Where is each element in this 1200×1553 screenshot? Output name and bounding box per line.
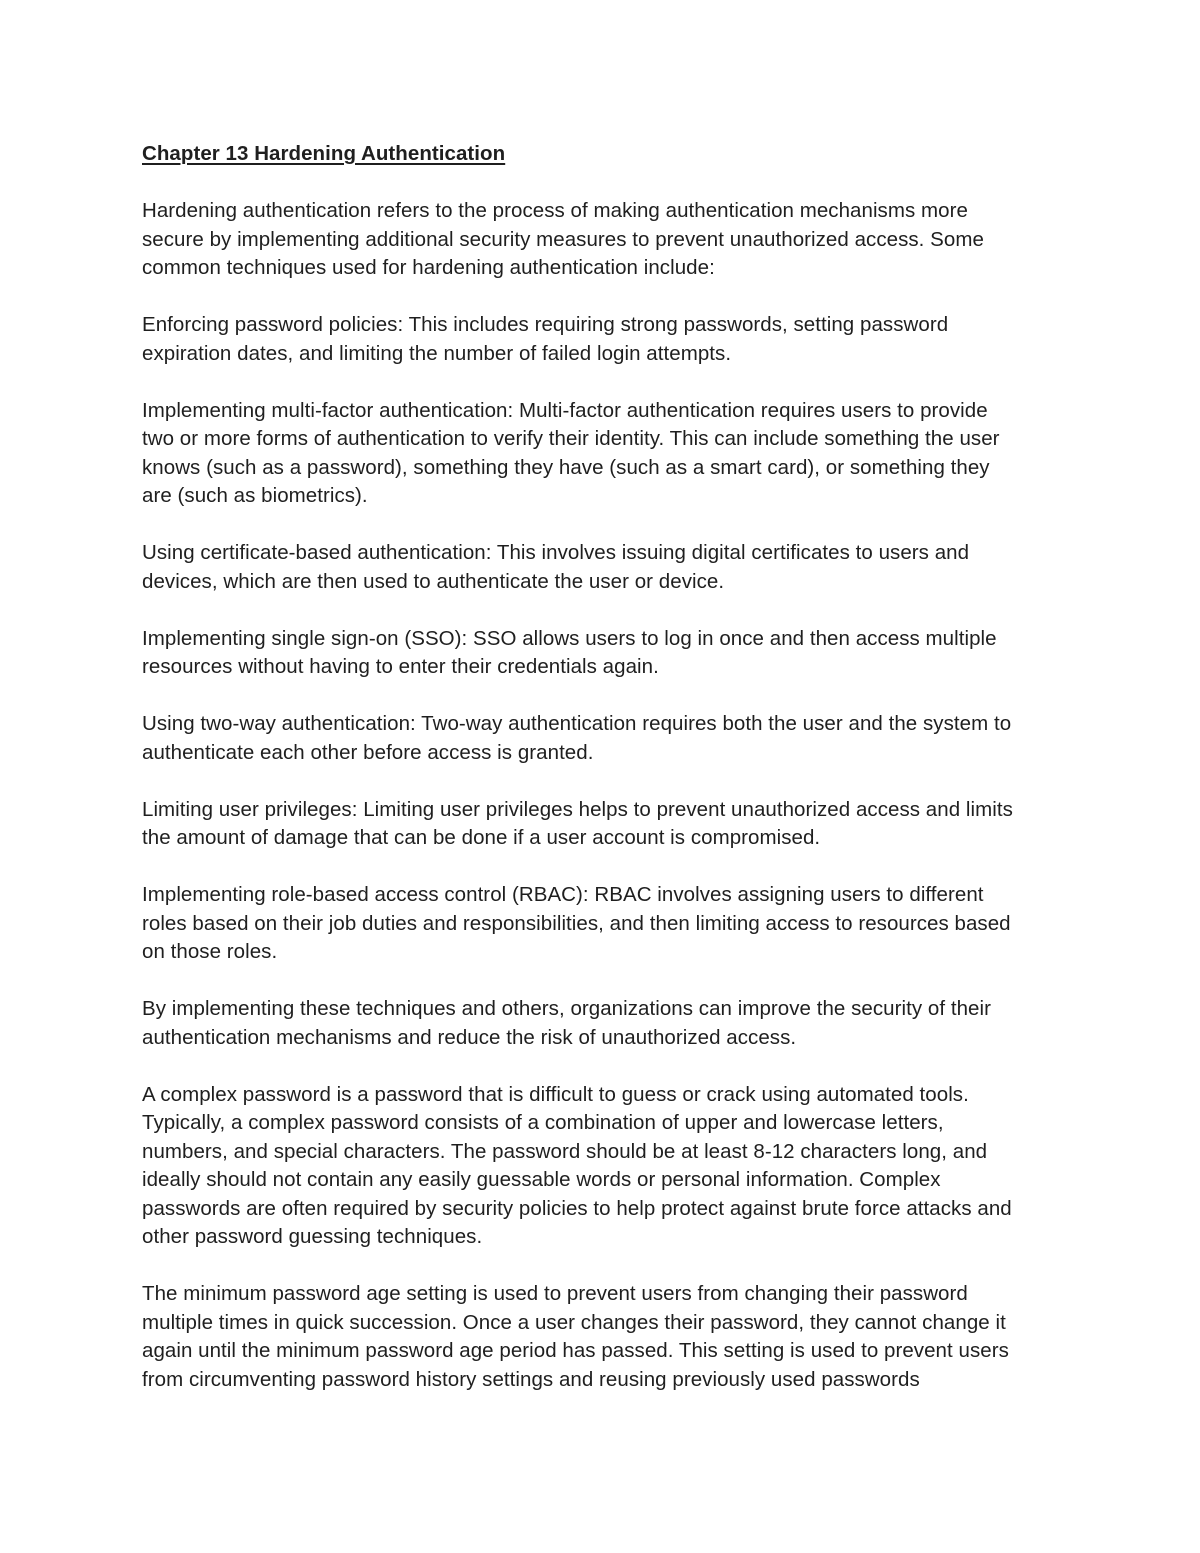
paragraph-line: authentication mechanisms and reduce the risk of unauthorized access. — [142, 1025, 797, 1049]
paragraph-two-way-auth — [142, 710, 1062, 767]
document-body — [142, 140, 1062, 1423]
paragraph-line: resources without having to enter their credentials again. — [142, 655, 659, 678]
chapter-title: Chapter 13 Hardening Authentication — [142, 142, 506, 165]
paragraph-line: By implementing these techniques and others, organizations can improve the security of their — [142, 997, 991, 1020]
paragraph-line: passwords are often required by security policies to help protect against brute force attacks and — [142, 1196, 1012, 1220]
paragraph-line: other password guessing techniques. — [142, 1225, 483, 1248]
paragraph-line: A complex password is a password that is difficult to guess or crack using automated tools. — [142, 1082, 969, 1106]
paragraph-mfa — [142, 397, 1062, 511]
paragraph-certificate-auth — [142, 539, 1062, 596]
paragraph-user-privileges — [142, 796, 1062, 853]
paragraph-rbac — [142, 881, 1062, 967]
paragraph-intro — [142, 197, 1062, 283]
paragraph-line: from circumventing password history settings and reusing previously used passwords — [142, 1367, 920, 1391]
paragraph-line: Using certificate-based authentication: This involves issuing digital certificates to users and — [142, 541, 970, 564]
paragraph-line: common techniques used for hardening authentication include: — [142, 256, 715, 279]
paragraph-line: multiple times in quick succession. Once a user changes their password, they cannot change it — [142, 1310, 1006, 1334]
paragraph-line: the amount of damage that can be done if a user account is compromised. — [142, 826, 821, 849]
paragraph-summary — [142, 995, 1062, 1052]
paragraph-line: Enforcing password policies: This includes requiring strong passwords, setting password — [142, 313, 949, 336]
paragraph-line: Implementing single sign-on (SSO): SSO allows users to log in once and then access multiple — [142, 626, 997, 650]
paragraph-line: Typically, a complex password consists of a combination of upper and lowercase letters, — [142, 1111, 944, 1134]
paragraph-complex-password — [142, 1081, 1062, 1252]
paragraph-line: on those roles. — [142, 940, 278, 963]
paragraph-line: numbers, and special characters. The password should be at least 8-12 characters long, and — [142, 1139, 988, 1163]
paragraph-line: Limiting user privileges: Limiting user privileges helps to prevent unauthorized access and limits — [142, 797, 1013, 821]
paragraph-line: Implementing role-based access control (RBAC): RBAC involves assigning users to different — [142, 883, 984, 906]
paragraph-line: roles based on their job duties and responsibilities, and then limiting access to resources based — [142, 911, 1011, 935]
paragraph-line: are (such as biometrics). — [142, 484, 368, 507]
paragraph-line: devices, which are then used to authenticate the user or device. — [142, 569, 725, 593]
paragraph-line: Hardening authentication refers to the process of making authentication mechanisms more — [142, 199, 968, 222]
paragraph-line: The minimum password age setting is used to prevent users from changing their password — [142, 1282, 968, 1305]
paragraph-line: two or more forms of authentication to verify their identity. This can include something the user — [142, 427, 1000, 450]
paragraph-password-policies — [142, 311, 1062, 368]
paragraph-line: ideally should not contain any easily guessable words or personal information. Complex — [142, 1168, 941, 1191]
paragraph-sso — [142, 625, 1062, 682]
paragraph-line: Implementing multi-factor authentication: Multi-factor authentication requires users to provide — [142, 398, 988, 422]
paragraph-line: expiration dates, and limiting the number of failed login attempts. — [142, 341, 732, 365]
paragraph-line: authenticate each other before access is granted. — [142, 740, 594, 764]
paragraph-line: knows (such as a password), something they have (such as a smart card), or something they — [142, 455, 990, 479]
paragraph-line: secure by implementing additional security measures to prevent unauthorized access. Some — [142, 227, 984, 251]
paragraph-line: Using two-way authentication: Two-way authentication requires both the user and the system to — [142, 712, 1012, 735]
paragraph-line: again until the minimum password age period has passed. This setting is used to prevent users — [142, 1339, 1009, 1362]
paragraph-minimum-password-age — [142, 1280, 1062, 1394]
